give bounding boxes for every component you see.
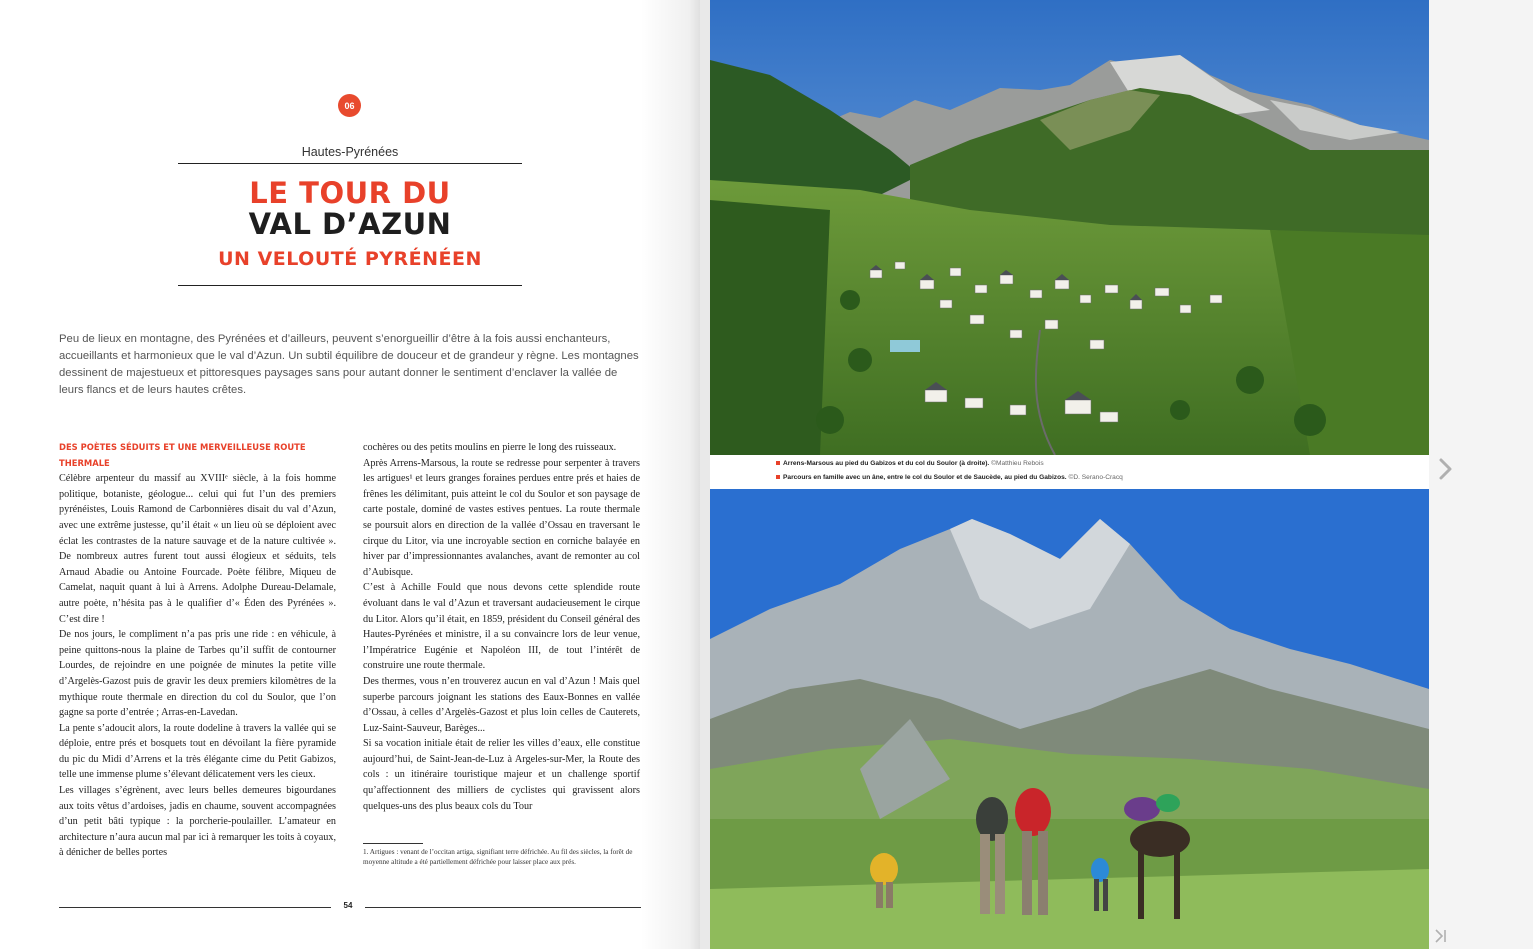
footnote-rule [363, 843, 423, 844]
caption-credit: ©D. Serano-Cracq [1068, 474, 1123, 481]
chapter-badge: 06 [338, 94, 361, 117]
paragraph: Des thermes, vous n’en trouverez aucun en val d’Azun ! Mais quel superbe parcours joignant les stations des Eaux-Bonnes en vallée d’Ossau, à celles d’Argelès-Gazost et plus loin celles de Cauterets, Luz-Saint-Sauveur, Barèges... [363, 675, 640, 734]
caption-bottom [776, 474, 1123, 481]
caption-credit: ©Matthieu Rebois [991, 460, 1044, 467]
paragraph: La pente s’adoucit alors, la route dodeline à travers la vallée qui se déploie, entre prés et bosquets tout en dévoilant la fière pyramide du pic du Midi d’Arrens et la très élégante cime du Petit Gabizos, telle une immense plume s’élevant délicatement vers les cieux. [59, 722, 336, 781]
paragraph: De nos jours, le compliment n’a pas pris une ride : en véhicule, à peine quittons-nous la plaine de Tarbes qu’il suffit de contourner Lourdes, de rejoindre en une poignée de minutes la petite ville d’Argelès-Gazost puis de gravir les deux premiers kilomètres de la mythique route thermale en direction du col du Soulor, que l’on gagne sa porte d’entrée ; Arras-en-Lavedan. [59, 629, 336, 719]
valley-photo-svg [710, 0, 1429, 455]
last-page-icon [1434, 928, 1448, 944]
article-column-2 [363, 440, 640, 814]
caption-text: Arrens-Marsous au pied du Gabizos et du col du Soulor (à droite). [783, 460, 990, 467]
article-column-1 [59, 440, 336, 861]
paragraph: C’est à Achille Fould que nous devons cette splendide route évoluant dans le val d’Azun et traversant audacieusement le cirque du Litor. Alors qu’il était, en 1859, président du Conseil général des Hautes-Pyrénées et ministre, il a su convaincre lors de leur venue, l’Impératrice Eugénie et Napoléon III, de tout l’intérêt de construire une route thermale. [363, 582, 640, 672]
folio-rule-right [365, 907, 641, 908]
paragraph: Après Arrens-Marsous, la route se redresse pour serpenter à travers les artigues¹ et leurs granges foraines perdues entre prés et haies de frênes les délimitant, puis atteint le col du Soulor et son paysage de carte postale, dominé de vastes estives pentues. La route thermale se poursuit alors en direction de la vallée d’Ossau en traversant le cirque du Litor, via une incroyable section en corniche balayée en hiver par d’impressionnantes avalanches, avant de remonter au col d’Aubisque. [363, 457, 640, 578]
caption-top [776, 460, 1044, 467]
region-label: Hautes-Pyrénées [301, 145, 399, 159]
section-title: DES POÈTES SÉDUITS ET UNE MERVEILLEUSE ROUTE THERMALE [59, 442, 306, 468]
right-page [710, 0, 1429, 949]
left-page [0, 0, 700, 949]
hikers-photo-svg [710, 489, 1429, 949]
page-title-line1: LE TOUR DU [249, 176, 451, 210]
folio-rule-left [59, 907, 331, 908]
valley-village-photo [710, 0, 1429, 455]
page-number: 54 [343, 901, 353, 910]
paragraph: Célèbre arpenteur du massif au XVIIIᵉ siècle, à la fois homme politique, botaniste, géologue... celui qui fut l’un des premiers pyrénéistes, Louis Ramond de Carbonnières disait du val d’Azun, avec une extrême justesse, qu’il était « un lieu où se déploient avec éclat les contrastes de la nature sauvage et de la nature cultivée ». De nombreux autres furent tout aussi élogieux et séduits, tels Arnaud Abadie ou Antoine Fourcade. Poète félibre, Miqueu de Camelat, naquit quant à lui à Arrens. Adolphe Dureau-Delamale, autre poète, n’hésita pas à le qualifier d’« Éden des Pyrénées ». C’est dire ! [59, 473, 336, 625]
photo-captions [710, 455, 1429, 489]
title-bottom-rule [178, 285, 522, 286]
paragraph: Si sa vocation initiale était de relier les villes d’eaux, elle constitue aujourd’hui, de Saint-Jean-de-Luz à Argeles-sur-Mer, la Route des cols : un itinéraire touristique majeur et un challenge sportif qu’affectionnent des milliers de cyclistes qui gravissent alors quelques-uns des plus beaux cols du Tour [363, 738, 640, 812]
next-page-button[interactable] [1434, 455, 1456, 483]
caption-text: Parcours en famille avec un âne, entre le col du Soulor et de Saucède, au pied du Gabizos. [783, 474, 1067, 481]
page-subtitle: UN VELOUTÉ PYRÉNÉEN [218, 248, 482, 270]
intro-paragraph: Peu de lieux en montagne, des Pyrénées et d’ailleurs, peuvent s’enorgueillir d’être à la fois aussi enchanteurs, accueillants et harmonieux que le val d’Azun. Un subtil équilibre de douceur et de grandeur y règne. Les montagnes dessinent de majestueux et pittoresques paysages sans pour autant donner le sentiment d’enclaver la vallée de leurs flancs et de leurs hautes crêtes. [59, 333, 639, 396]
gutter-shadow [640, 0, 700, 949]
footnote: 1. Artigues : venant de l’occitan artiga, signifiant terre défrichée. Au fil des siècles, la forêt de moyenne altitude a été partiellement défrichée pour laisser place aux prés. [363, 848, 633, 867]
chevron-right-icon [1437, 457, 1453, 481]
hikers-donkey-photo [710, 489, 1429, 949]
paragraph: cochères ou des petits moulins en pierre le long des ruisseaux. [363, 442, 617, 453]
caption-bullet [776, 461, 780, 465]
title-top-rule [178, 163, 522, 164]
page-title-line2: VAL D’AZUN [248, 207, 452, 241]
paragraph: Les villages s’égrènent, avec leurs belles demeures bigourdanes aux toits vêtus d’ardoises, jadis en chaume, souvent accompagnées d’un petit bâti typique : la porcherie-poulailler. L’amateur en architecture n’aura aucun mal par ici à remarquer les toits à coyaux, à dénicher de belles portes [59, 785, 336, 859]
last-page-button[interactable] [1432, 926, 1450, 946]
caption-bullet [776, 475, 780, 479]
